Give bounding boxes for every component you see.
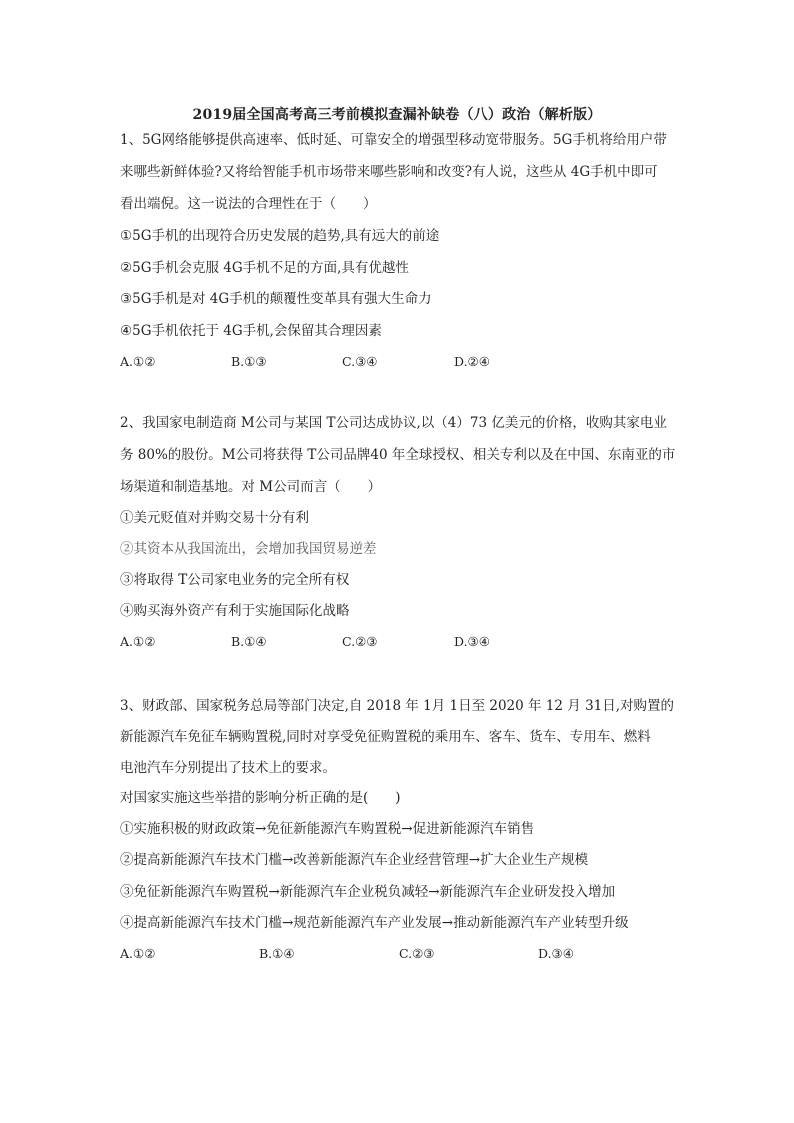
q3-item-1: ①实施积极的财政政策→免征新能源汽车购置税→促进新能源汽车销售 <box>120 821 535 837</box>
q3-stem-line-2: 新能源汽车免征车辆购置税,同时对享受免征购置税的乘用车、客车、货车、专用车、燃料 <box>120 729 651 745</box>
q2-option-b: B.①④ <box>231 634 267 649</box>
document-title: 2019届全国高考高三考前模拟查漏补缺卷（八）政治（解析版） <box>192 107 602 123</box>
q1-item-1: ①5G手机的出现符合历史发展的趋势,具有远大的前途 <box>120 228 440 244</box>
q3-prompt: 对国家实施这些举措的影响分析正确的是( ) <box>120 790 401 806</box>
q2-option-c: C.②③ <box>342 634 378 649</box>
q2-item-1: ①美元贬值对并购交易十分有利 <box>120 510 309 526</box>
q1-stem-line-3: 看出端倪。这一说法的合理性在于（ ） <box>120 196 377 212</box>
q1-item-2: ②5G手机会克服 4G手机不足的方面,具有优越性 <box>120 260 409 276</box>
q3-stem-line-3: 电池汽车分别提出了技术上的要求。 <box>120 760 336 776</box>
q2-item-2: ②其资本从我国流出，会增加我国贸易逆差 <box>120 541 377 557</box>
q3-option-b: B.①④ <box>259 946 295 961</box>
q2-stem-line-3: 场渠道和制造基地。对 M公司而言（ ） <box>120 479 382 495</box>
q1-stem-line-1: 1、5G网络能够提供高速率、低时延、可靠安全的增强型移动宽带服务。5G手机将给用户带 <box>120 132 667 148</box>
q3-option-c: C.②③ <box>399 946 435 961</box>
q2-option-d: D.③④ <box>454 634 490 649</box>
q2-item-3: ③将取得 T公司家电业务的完全所有权 <box>120 572 350 588</box>
q3-stem-line-1: 3、财政部、国家税务总局等部门决定,自 2018 年 1月 1日至 2020 年 12 月 31日,对购置的 <box>120 698 675 714</box>
q3-item-2: ②提高新能源汽车技术门槛→改善新能源汽车企业经营管理→扩大企业生产规模 <box>120 852 589 868</box>
q2-option-a: A.①② <box>120 634 156 649</box>
q3-option-a: A.①② <box>120 946 156 961</box>
q1-item-4: ④5G手机依托于 4G手机,会保留其合理因素 <box>120 323 382 339</box>
q2-item-4: ④购买海外资产有利于实施国际化战略 <box>120 603 350 619</box>
q3-item-4: ④提高新能源汽车技术门槛→规范新能源汽车产业发展→推动新能源汽车产业转型升级 <box>120 915 629 931</box>
q1-option-a: A.①② <box>120 354 156 369</box>
q1-item-3: ③5G手机是对 4G手机的颠覆性变革具有强大生命力 <box>120 291 432 307</box>
q3-item-3: ③免征新能源汽车购置税→新能源汽车企业税负减轻→新能源汽车企业研发投入增加 <box>120 884 616 900</box>
q1-option-d: D.②④ <box>454 354 490 369</box>
q1-option-c: C.③④ <box>342 354 378 369</box>
q1-option-b: B.①③ <box>231 354 267 369</box>
q2-stem-line-1: 2、我国家电制造商 M公司与某国 T公司达成协议,以（4）73 亿美元的价格，收购其家电业 <box>120 415 667 431</box>
q2-stem-line-2: 务 80%的股份。M公司将获得 T公司品牌40 年全球授权、相关专利以及在中国、东南亚的市 <box>120 447 676 463</box>
q3-option-d: D.③④ <box>538 946 574 961</box>
q1-stem-line-2: 来哪些新鲜体验?又将给智能手机市场带来哪些影响和改变?有人说，这些从 4G手机中即可 <box>120 164 658 180</box>
